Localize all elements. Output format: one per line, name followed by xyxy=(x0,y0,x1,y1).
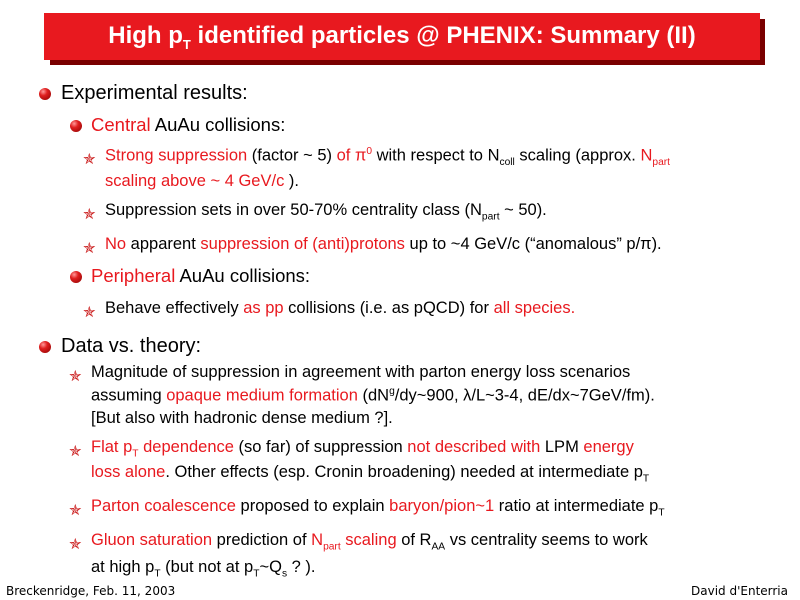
star-bullet-icon: ✯ xyxy=(83,206,96,223)
slide-title: High $p_T$ identified particles @ PHENIX: Summary (II) xyxy=(108,21,696,52)
footer-author: David d'Enterria xyxy=(691,584,788,598)
theory-bullet-1-line1: Magnitude of suppression in agreement with parton energy loss scenarios xyxy=(91,363,631,381)
peripheral-bullet-1: Behave effectively as pp collisions (i.e. as pQCD) for all species. xyxy=(105,299,576,317)
bullet-ball-icon xyxy=(70,120,82,132)
central-bullet-1-line2: scaling above ~ 4 GeV/c ). xyxy=(105,172,299,190)
star-bullet-icon: ✯ xyxy=(83,151,96,168)
star-bullet-icon: ✯ xyxy=(69,443,82,460)
central-bullet-3: No apparent suppression of (anti)protons up to ~4 GeV/c (“anomalous” p/π). xyxy=(105,235,662,253)
section-heading-data-vs-theory: Data vs. theory: xyxy=(61,335,202,357)
central-heading: Central AuAu collisions: xyxy=(91,114,286,135)
peripheral-heading: Peripheral AuAu collisions: xyxy=(91,265,311,286)
star-bullet-icon: ✯ xyxy=(69,502,82,519)
central-bullet-1: Strong suppression (factor ~ 5) of $\pi^0$ with respect to $N_{coll}$ scaling (approx. $N_{part}$ xyxy=(105,146,671,168)
theory-bullet-4-line1: Gluon saturation prediction of $N_{part}$ scaling of $R_{AA}$ vs centrality seems to work xyxy=(91,531,648,553)
central-bullet-2: Suppression sets in over 50-70% centrality class ($N_{part}$ ~ 50). xyxy=(105,201,547,223)
star-bullet-icon: ✯ xyxy=(69,536,82,553)
star-bullet-icon: ✯ xyxy=(83,240,96,257)
star-bullet-icon: ✯ xyxy=(69,368,82,385)
bullet-ball-icon xyxy=(39,341,51,353)
theory-bullet-3: Parton coalescence proposed to explain baryon/pion~1 ratio at intermediate $p_T$ xyxy=(91,497,665,519)
theory-bullet-2-line1: Flat $p_T$ dependence (so far) of suppression not described with LPM energy xyxy=(91,438,634,460)
section-heading-experimental: Experimental results: xyxy=(61,82,248,104)
theory-bullet-4-line2: at high $p_T$ (but not at $p_T\sim Q_s$ ? ). xyxy=(91,558,316,580)
footer-location-date: Breckenridge, Feb. 11, 2003 xyxy=(6,584,176,598)
theory-bullet-1-line3: [But also with hadronic dense medium ?]. xyxy=(91,409,393,427)
title-banner xyxy=(44,13,760,60)
star-bullet-icon: ✯ xyxy=(83,304,96,321)
theory-bullet-2-line2: loss alone. Other effects (esp. Cronin broadening) needed at intermediate $p_T$ xyxy=(91,463,650,485)
bullet-ball-icon xyxy=(39,88,51,100)
bullet-ball-icon xyxy=(70,271,82,283)
theory-bullet-1-line2: assuming opaque medium formation ($dN^g/dy\sim 900$, λ/L~3-4, dE/dx~7GeV/fm). xyxy=(91,386,655,405)
